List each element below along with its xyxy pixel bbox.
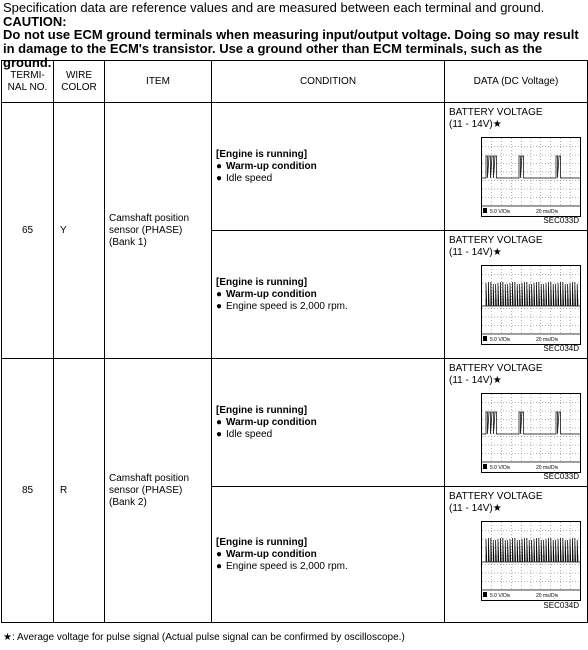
condition-bullet-text: Engine speed is 2,000 rpm.: [226, 300, 348, 312]
caution-body: Do not use ECM ground terminals when measuring input/output voltage. Doing so may result in damage to the ECM's transistor. Use a ground other than ECM terminals, such as the ground.: [3, 27, 579, 70]
header-item: ITEM: [105, 61, 212, 103]
header-data: DATA (DC Voltage): [445, 61, 588, 103]
condition-bullet-text: Engine speed is 2,000 rpm.: [226, 560, 348, 572]
oscilloscope-waveform: [481, 265, 581, 345]
intro-text: Specification data are reference values and are measured between each terminal and ground.: [3, 0, 545, 15]
condition-bullet: [216, 549, 444, 561]
voltage-label: BATTERY VOLTAGE: [449, 491, 543, 502]
channel-marker: [483, 208, 487, 213]
channel-marker: [483, 592, 487, 597]
bullet-icon: ●: [216, 428, 223, 440]
oscilloscope-waveform: [481, 393, 581, 473]
condition-bullet: [216, 561, 444, 573]
condition-cell: [212, 231, 445, 359]
condition-bullet-text: Warm-up condition: [226, 288, 317, 300]
condition-header: [Engine is running]: [216, 276, 308, 288]
condition-cell: [212, 359, 445, 487]
scope-graticule: [482, 522, 580, 600]
scope-time-scale: 20 ms/Div: [536, 209, 559, 215]
condition-bullet: [216, 173, 444, 185]
bullet-icon: ●: [216, 416, 223, 428]
condition-bullet: [216, 417, 444, 429]
condition-bullet-text: Warm-up condition: [226, 548, 317, 560]
caution-title: CAUTION:: [3, 14, 67, 29]
scope-volt-scale: 5.0 V/Div: [490, 337, 511, 343]
voltage-label: BATTERY VOLTAGE: [449, 363, 543, 374]
header-wire-text: WIRE COLOR: [61, 69, 97, 93]
condition-bullet-text: Idle speed: [226, 428, 273, 440]
condition-bullet-text: Warm-up condition: [226, 416, 317, 428]
scope-time-scale: 20 ms/Div: [536, 593, 559, 599]
voltage-range: (11 - 14V)★: [449, 119, 502, 130]
data-cell: [445, 103, 588, 231]
bullet-icon: ●: [216, 172, 223, 184]
scope-graticule: [482, 394, 580, 472]
channel-marker: [483, 464, 487, 469]
header-condition: CONDITION: [212, 61, 445, 103]
header-wire: [54, 61, 105, 103]
condition-bullet: [216, 161, 444, 173]
scope-time-scale: 20 ms/Div: [536, 465, 559, 471]
condition-bullet: [216, 429, 444, 441]
wire-color-cell: Y: [54, 103, 105, 359]
scope-volt-scale: 5.0 V/Div: [490, 465, 511, 471]
scope-graticule: [482, 138, 580, 216]
table-row: [2, 103, 588, 231]
wire-color-cell: R: [54, 359, 105, 623]
bullet-icon: ●: [216, 560, 223, 572]
scope-graticule: [482, 266, 580, 344]
oscilloscope-waveform: [481, 137, 581, 217]
scope-time-scale: 20 ms/Div: [536, 337, 559, 343]
voltage-range: (11 - 14V)★: [449, 247, 502, 258]
condition-bullet: [216, 289, 444, 301]
condition-header: [Engine is running]: [216, 148, 308, 160]
figure-code: SEC034D: [543, 601, 579, 610]
spec-table: [1, 60, 588, 623]
terminal-cell: 65: [2, 103, 54, 359]
scope-volt-scale: 5.0 V/Div: [490, 593, 511, 599]
figure-code: SEC033D: [543, 216, 579, 225]
condition-header: [Engine is running]: [216, 404, 308, 416]
terminal-cell: 85: [2, 359, 54, 623]
table-header-row: [2, 61, 588, 103]
voltage-range: (11 - 14V)★: [449, 503, 502, 514]
bullet-icon: ●: [216, 300, 223, 312]
oscilloscope-waveform: [481, 521, 581, 601]
figure-code: SEC034D: [543, 344, 579, 353]
bullet-icon: ●: [216, 288, 223, 300]
bullet-icon: ●: [216, 160, 223, 172]
item-cell: Camshaft position sensor (PHASE) (Bank 1): [105, 103, 212, 359]
voltage-label: BATTERY VOLTAGE: [449, 235, 543, 246]
condition-bullet-text: Warm-up condition: [226, 160, 317, 172]
condition-bullet-text: Idle speed: [226, 172, 273, 184]
table-row: [2, 359, 588, 487]
footnote: ★: Average voltage for pulse signal (Actual pulse signal can be confirmed by oscilloscope.): [3, 632, 405, 643]
figure-code: SEC033D: [543, 472, 579, 481]
condition-header: [Engine is running]: [216, 536, 308, 548]
channel-marker: [483, 336, 487, 341]
data-cell: [445, 359, 588, 487]
scope-volt-scale: 5.0 V/Div: [490, 209, 511, 215]
item-cell: Camshaft position sensor (PHASE) (Bank 2): [105, 359, 212, 623]
header-terminal: [2, 61, 54, 103]
voltage-label: BATTERY VOLTAGE: [449, 107, 543, 118]
data-cell: [445, 231, 588, 359]
condition-cell: [212, 103, 445, 231]
header-terminal-text: TERMI-NAL NO.: [7, 69, 48, 93]
condition-bullet: [216, 301, 444, 313]
condition-cell: [212, 487, 445, 623]
data-cell: [445, 487, 588, 623]
voltage-range: (11 - 14V)★: [449, 375, 502, 386]
bullet-icon: ●: [216, 548, 223, 560]
